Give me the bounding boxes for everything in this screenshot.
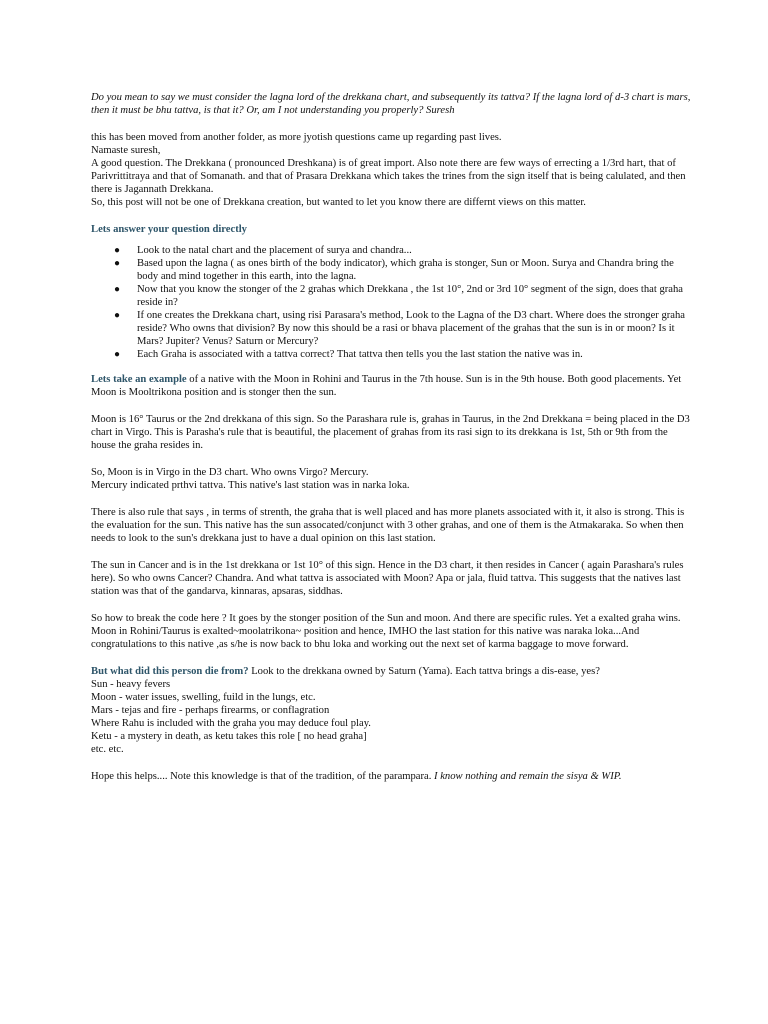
closing-paragraph <box>91 770 691 783</box>
mercury-line: Mercury indicated prthvi tattva. This native's last station was in narka loka. <box>91 480 410 491</box>
sun-paragraph: The sun in Cancer and is in the 1st drekkana or 1st 10° of this sign. Hence in the D3 chart, it then resides in Cancer ( again Parashara's rules here). So who owns Cancer? Chandra. And what tattva is associated with Moon? Apa or jala, fluid tattva. This suggests that the natives last station was that of the gandarva, kinnaras, apsaras, siddhas. <box>91 560 684 597</box>
tattva-item: Moon - water issues, swelling, fuild in the lungs, etc. <box>91 692 316 703</box>
death-heading-line <box>91 665 691 678</box>
code-line: So how to break the code here ? It goes by the stonger position of the Sun and moon. And there are specific rules. Yet a exalted graha wins. <box>91 613 681 624</box>
bullet-icon: ● <box>114 310 121 321</box>
moon-paragraph: Moon is 16° Taurus or the 2nd drekkana of this sign. So the Parashara rule is, grahas in Taurus, in the 2nd Drekkana = being placed in the D3 chart in Virgo. This is Parasha's rule that is beautiful, the placement of grahas from its rasi sign to its drekkana is 1st, 5th or 9th from the house the graha resides in. <box>91 414 690 451</box>
tattva-item: Sun - heavy fevers <box>91 679 171 690</box>
strength-paragraph: There is also rule that says , in terms of strenth, the graha that is well placed and has more planets associated with it, it also is strong. This is the evaluation for the sun. This native has the sun assocated/conjunct with 3 other grahas, and one of them is the Atmakaraka. So when then needs to look to the sun's drekkana just to have a dual opinion on this last station. <box>91 507 685 544</box>
example-paragraph <box>91 373 691 399</box>
intro-paragraph: A good question. The Drekkana ( pronounced Dreshkana) is of great import. Also note there are few ways of errecting a 1/3rd hart, that of Parivrittitraya and that of Somanath. and that of Prasara Drekkana which takes the trines from the sign itself that is being calulated, and then there is Jagannath Drekkana. <box>91 158 686 195</box>
list-item-text: Based upon the lagna ( as ones birth of the body indicator), which graha is stonger, Sun or Moon. Surya and Chandra bring the body and mind together in this earth, into the lagna. <box>137 258 674 282</box>
example-text: of a native with the Moon in Rohini and Taurus in the 7th house. Sun is in the 9th house. Both good placements. Yet Moon is Mooltrikona position and is stonger then the sun. <box>91 374 682 398</box>
bullet-icon: ● <box>114 245 121 256</box>
list-item-text: Each Graha is associated with a tattva correct? That tattva then tells you the last station the native was in. <box>137 349 583 360</box>
steps-list <box>91 244 691 361</box>
tattva-item: Mars - tejas and fire - perhaps firearms, or conflagration <box>91 705 330 716</box>
intro-closing-line: So, this post will not be one of Drekkana creation, but wanted to let you know there are differnt views on this matter. <box>91 197 586 208</box>
exalted-line: Moon in Rohini/Taurus is exalted~moolatrikona~ position and hence, IMHO the last station for this native was naraka loka...And congratulations to this native ,as s/he is now back to bhu loka and working out the next set of karma baggage to move forward. <box>91 626 640 650</box>
list-item <box>91 257 691 283</box>
bullet-icon: ● <box>114 258 121 269</box>
list-item <box>91 348 691 361</box>
list-item-text: Look to the natal chart and the placement of surya and chandra... <box>137 245 412 256</box>
intro-line: this has been moved from another folder, as more jyotish questions came up regarding past lives. <box>91 132 502 143</box>
death-section <box>91 665 691 756</box>
list-item-text: Now that you know the stonger of the 2 grahas which Drekkana , the 1st 10°, 2nd or 3rd 10° segment of the sign, does that graha reside in? <box>137 284 683 308</box>
list-item <box>91 283 691 309</box>
greeting-line: Namaste suresh, <box>91 145 161 156</box>
tattva-item: Where Rahu is included with the graha you may deduce foul play. <box>91 718 371 729</box>
list-item <box>91 244 691 257</box>
document-body <box>91 91 691 783</box>
death-label: But what did this person die from? <box>91 666 249 677</box>
death-intro-text: Look to the drekkana owned by Saturn (Yama). Each tattva brings a dis-ease, yes? <box>248 666 600 677</box>
bullet-icon: ● <box>114 284 121 295</box>
intro-section <box>91 131 691 209</box>
bullet-icon: ● <box>114 349 121 360</box>
code-section <box>91 612 691 651</box>
tattva-item: Ketu - a mystery in death, as ketu takes this role [ no head graha] <box>91 731 367 742</box>
list-item <box>91 309 691 348</box>
closing-signature: I know nothing and remain the sisya & WIP. <box>434 771 622 782</box>
answer-heading: Lets answer your question directly <box>91 224 247 235</box>
tattva-item: etc. etc. <box>91 744 124 755</box>
list-item-text: If one creates the Drekkana chart, using risi Parasara's method, Look to the Lagna of the D3 chart. Where does the stronger graha reside? Who owns that division? By now this should be a rasi or bhava placement of the grahas that the sun is in or moon? Is it Mars? Jupiter? Venus? Saturn or Mercury? <box>137 310 685 347</box>
closing-text: Hope this helps.... Note this knowledge is that of the tradition, of the parampara. <box>91 771 435 782</box>
virgo-section <box>91 466 691 492</box>
virgo-line: So, Moon is in Virgo in the D3 chart. Who owns Virgo? Mercury. <box>91 467 369 478</box>
question-paragraph: Do you mean to say we must consider the lagna lord of the drekkana chart, and subsequently its tattva? If the lagna lord of d-3 chart is mars, then it must be bhu tattva, is that it? Or, am I not understanding you properly? Suresh <box>91 92 691 116</box>
example-label: Lets take an example <box>91 374 187 385</box>
